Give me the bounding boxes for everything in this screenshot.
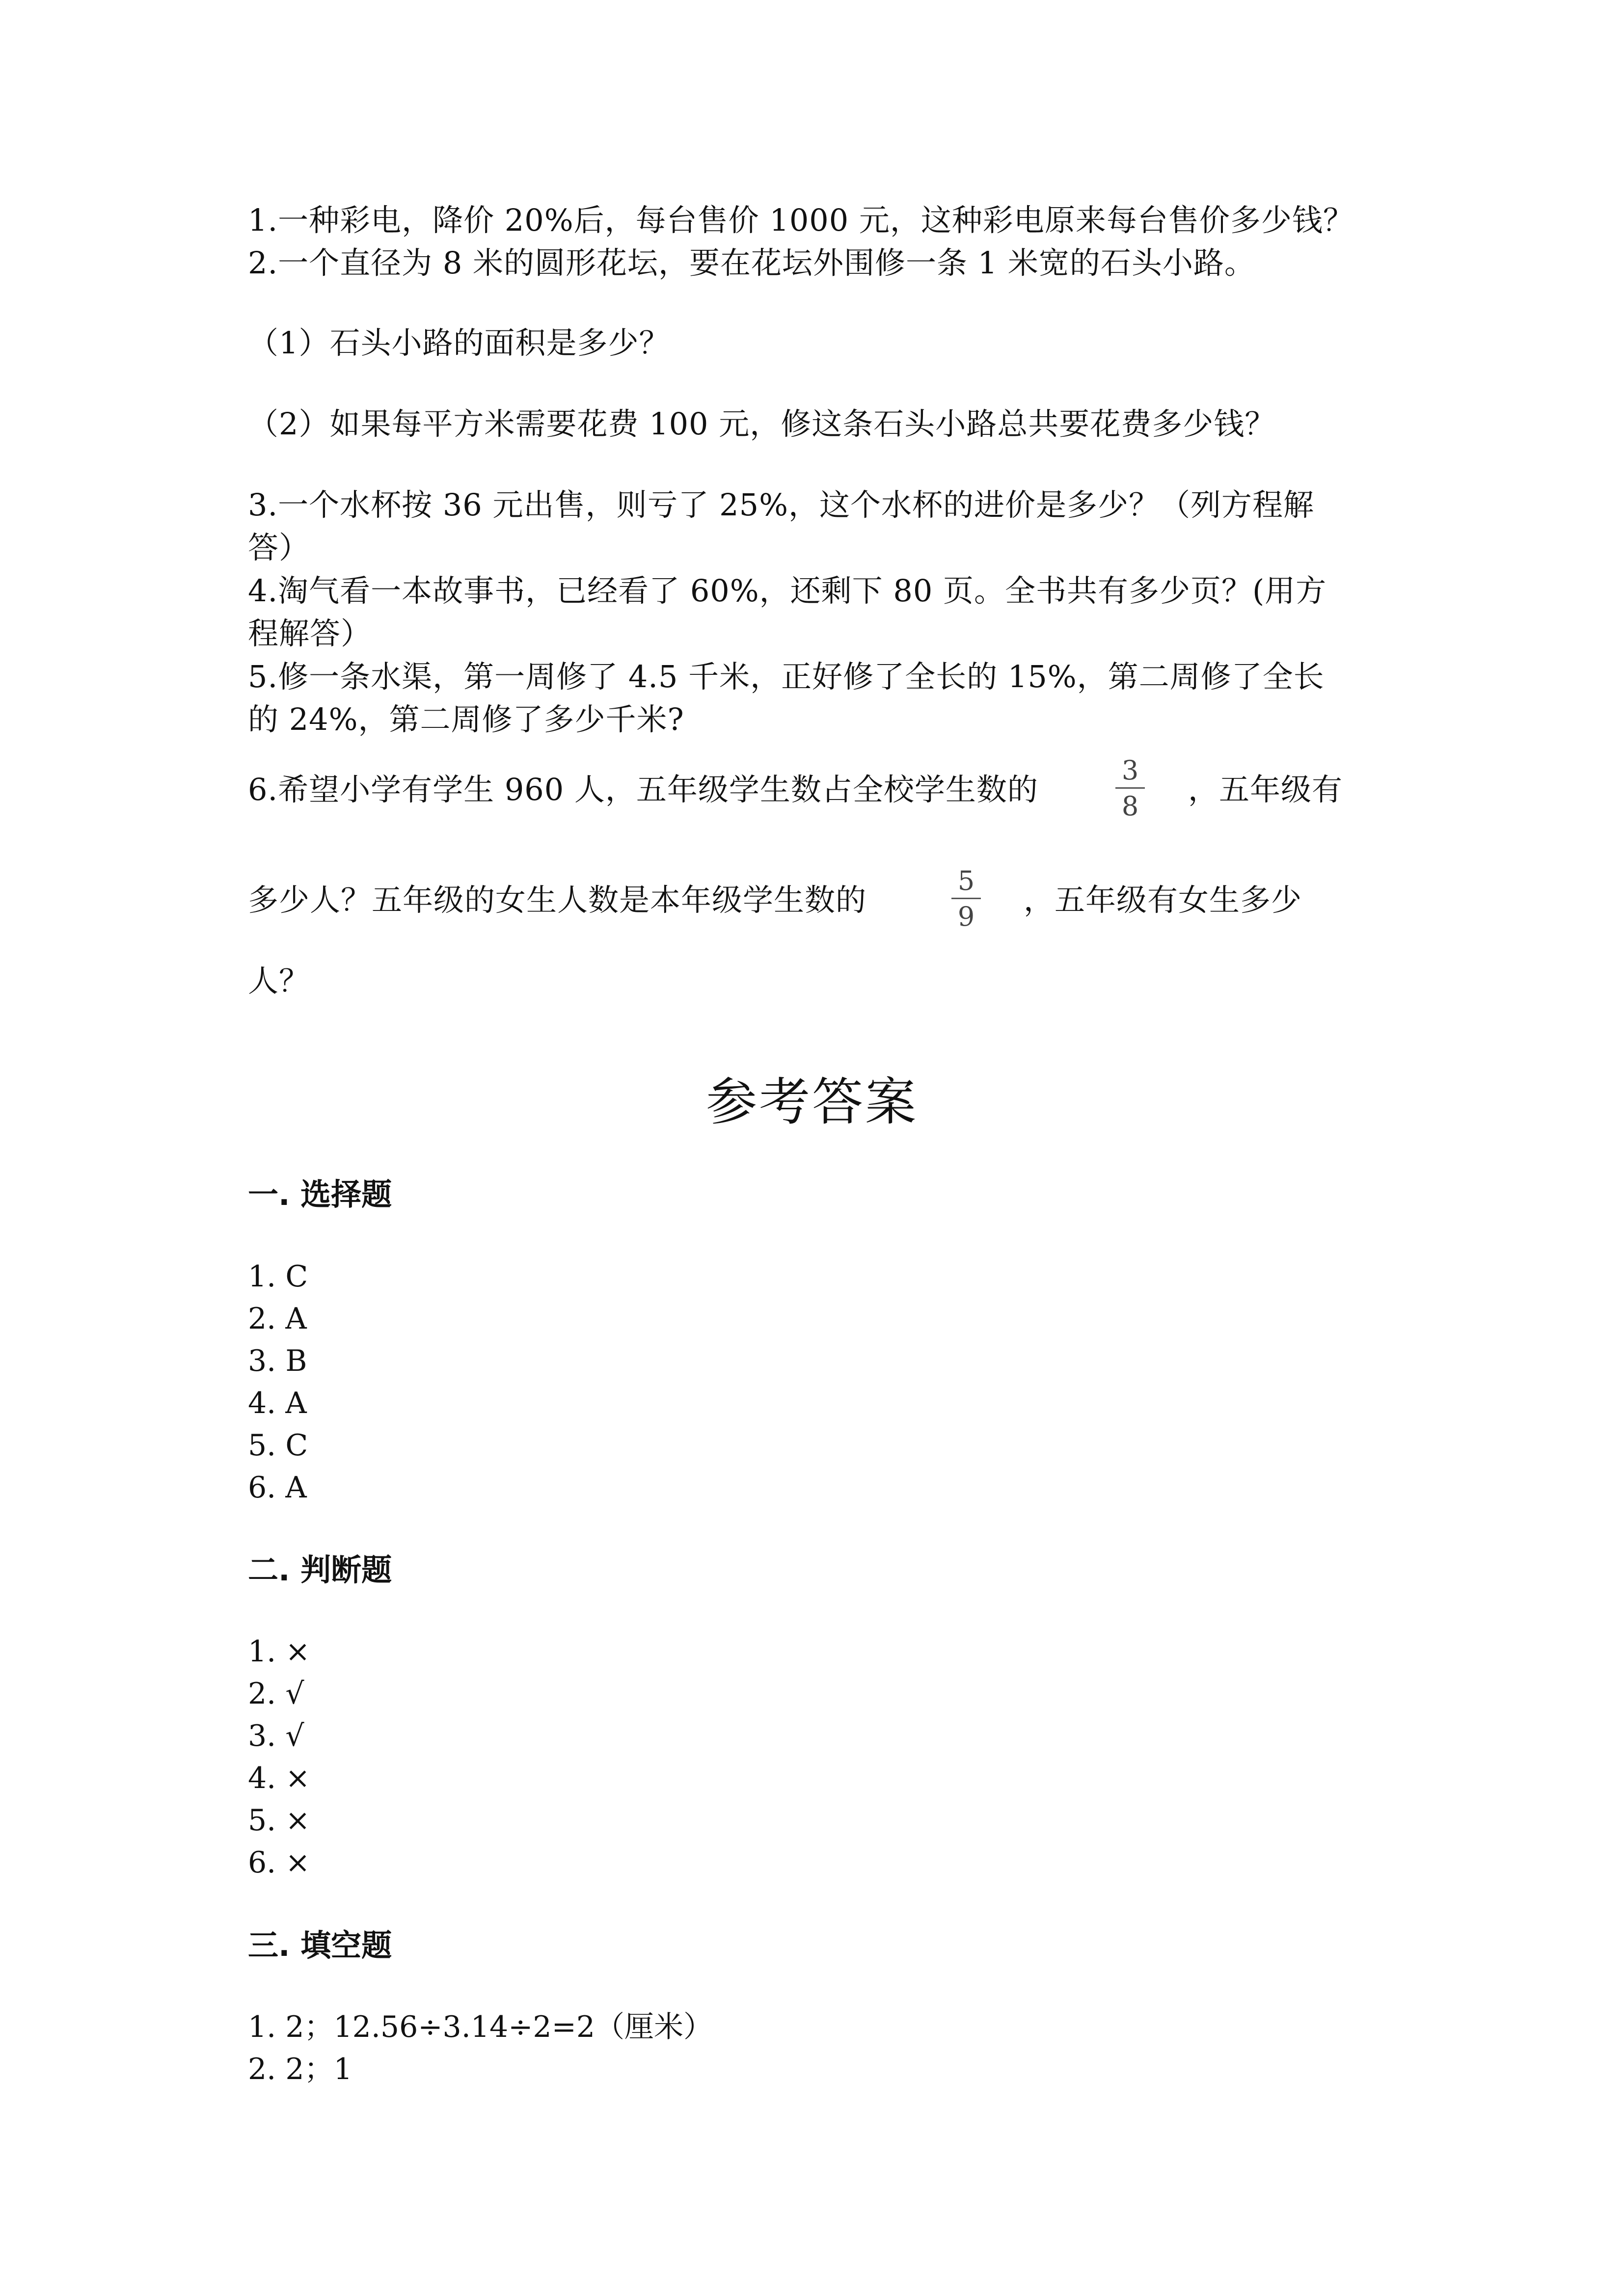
answer-item: 6. A	[248, 1470, 307, 1505]
section-heading-fill-blank: 三. 填空题	[248, 1927, 392, 1963]
question-4-line-2: 程解答）	[248, 615, 372, 651]
fraction-numerator: 3	[1121, 755, 1139, 786]
fraction-three-eighths	[1115, 756, 1145, 821]
answer-item: 2. √	[248, 1677, 304, 1711]
section-heading-choice: 一. 选择题	[248, 1176, 392, 1212]
question-6-line-2-start: 多少人？五年级的女生人数是本年级学生数的	[248, 882, 867, 918]
answer-item: 1. C	[248, 1259, 308, 1294]
answer-item: 1. 2；12.56÷3.14÷2=2（厘米）	[248, 2010, 713, 2044]
question-2: 2.一个直径为 8 米的圆形花坛，要在花坛外围修一条 1 米宽的石头小路。	[248, 245, 1255, 281]
question-4-line-1: 4.淘气看一本故事书，已经看了 60%，还剩下 80 页。全书共有多少页？(用方	[248, 573, 1327, 609]
answer-item: 4. A	[248, 1386, 307, 1420]
fraction-five-ninths	[951, 866, 981, 932]
answer-item: 5. ×	[248, 1803, 310, 1838]
question-2-part-1: （1）石头小路的面积是多少？	[248, 325, 670, 361]
answer-item: 1. ×	[248, 1634, 310, 1669]
question-6-line-1-start: 6.希望小学有学生 960 人，五年级学生数占全校学生数的	[248, 772, 1038, 807]
fraction-denominator: 9	[957, 901, 975, 932]
answer-item: 2. A	[248, 1302, 307, 1336]
question-6-line-2-end: ，五年级有女生多少	[1024, 882, 1302, 918]
question-5-line-1: 5.修一条水渠，第一周修了 4.5 千米，正好修了全长的 15%，第二周修了全长	[248, 659, 1325, 694]
fraction-numerator: 5	[957, 865, 975, 896]
question-6-line-1-end: ，五年级有	[1188, 772, 1343, 807]
answers-title: 参考答案	[705, 1072, 918, 1132]
section-heading-judgement: 二. 判断题	[248, 1552, 392, 1588]
fraction-denominator: 8	[1121, 791, 1139, 822]
question-2-part-2: （2）如果每平方米需要花费 100 元，修这条石头小路总共要花费多少钱？	[248, 406, 1276, 442]
answer-item: 2. 2；1	[248, 2052, 352, 2086]
answer-item: 3. √	[248, 1719, 304, 1753]
fraction-bar	[951, 898, 981, 899]
answer-item: 3. B	[248, 1344, 307, 1378]
question-3-line-2: 答）	[248, 530, 310, 565]
question-6-line-3: 人？	[248, 963, 310, 999]
question-1: 1.一种彩电，降价 20%后，每台售价 1000 元，这种彩电原来每台售价多少钱？	[248, 202, 1354, 238]
answer-item: 6. ×	[248, 1845, 310, 1880]
answer-item: 4. ×	[248, 1761, 310, 1795]
question-5-line-2: 的 24%，第二周修了多少千米?	[248, 701, 684, 737]
answer-item: 5. C	[248, 1428, 308, 1463]
fraction-bar	[1115, 787, 1145, 789]
question-3-line-1: 3.一个水杯按 36 元出售，则亏了 25%，这个水杯的进价是多少？（列方程解	[248, 487, 1314, 523]
